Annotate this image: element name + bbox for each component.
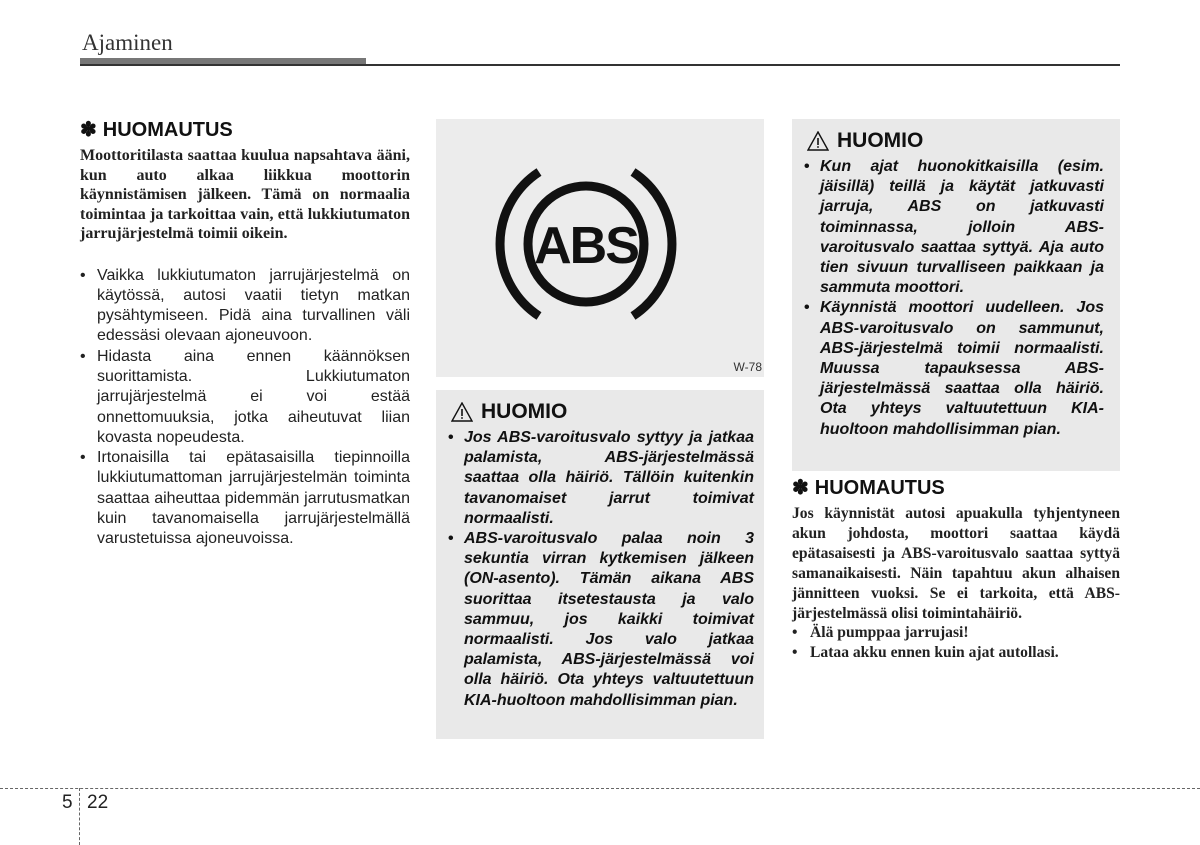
caution-list: [804, 157, 1104, 440]
note-heading: [80, 117, 410, 142]
note-title: HUOMAUTUS: [102, 119, 233, 141]
list-item: • Vaikka lukkiutumaton jarrujärjestelmä on käytössä, autosi vaatii tietyn matkan pysähtymiseen. Pidä aina turvallinen väli edessäsi olevaan ajoneuvoon.: [80, 266, 410, 347]
note-column-right: [792, 475, 1120, 663]
bullet-list: [792, 623, 1120, 663]
list-item: • Irtonaisilla tai epätasaisilla tiepinnoilla lukkiutumattoman jarrujärjestelmän toiminta saattaa aiheuttaa pidemmän jarrutusmatkan kuin tavanomaisella jarrujärjestelmällä varustetuissa ajoneuvoissa.: [80, 448, 410, 549]
warning-triangle-icon: [451, 402, 473, 422]
abs-warning-light-icon: [436, 119, 764, 377]
list-item: • Kun ajat huonokitkaisilla (esim. jäisillä) teillä ja käytät jatkuvasti jarruja, ABS on jatkuvasti toiminnassa, jolloin ABS-varoitusvalo saattaa syttyä. Aja auto tien sivuun turvalliseen paikkaan ja sammuta moottori.: [804, 157, 1104, 298]
note-star-icon: ✽: [792, 477, 809, 499]
caution-title: HUOMIO: [481, 400, 568, 423]
footer-divider: [79, 788, 80, 845]
abs-warning-figure: [436, 119, 764, 377]
list-item: • Käynnistä moottori uudelleen. Jos ABS-varoitusvalo on sammunut, ABS-järjestelmä toimii normaalisti. Muussa tapauksessa ABS-järjestelmässä saattaa olla häiriö. Ota yhteys valtuutettuun KIA-huoltoon mahdollisimman pian.: [804, 298, 1104, 439]
note-star-icon: ✽: [80, 119, 97, 141]
note-column-left: [80, 117, 410, 550]
list-item: • Älä pumppaa jarrujasi!: [792, 623, 1120, 643]
figure-code: W-78: [733, 360, 762, 374]
warning-triangle-icon: [807, 131, 829, 151]
footer-rule: [0, 788, 1200, 789]
note-title: HUOMAUTUS: [814, 477, 945, 499]
header-title: Ajaminen: [82, 30, 173, 55]
header-rule: [80, 64, 1120, 66]
caution-list: [448, 428, 754, 711]
caution-heading: [807, 129, 1120, 153]
bullet-list: [80, 266, 410, 550]
abs-label: ABS: [534, 217, 638, 275]
note-heading: [792, 475, 1120, 500]
list-item: • Hidasta aina ennen käännöksen suorittamista. Lukkiutumaton jarrujärjestelmä ei voi estää onnettomuuksia, jotka aiheutuvat liian kovasta nopeudesta.: [80, 347, 410, 448]
section-number: 5: [62, 792, 73, 813]
list-item: • ABS-varoitusvalo palaa noin 3 sekuntia virran kytkemisen jälkeen (ON-asento). Tämän aikana ABS suorittaa itsetestausta ja valo sammuu, jos kaikki toimivat normaalisti. Jos valo jatkaa palamista, ABS-järjestelmässä voi olla häiriö. Ota yhteys valtuutettuun KIA-huoltoon mahdollisimman pian.: [448, 529, 754, 711]
page-number: 22: [87, 792, 109, 813]
note-text: Moottoritilasta saattaa kuulua napsahtava ääni, kun auto alkaa liikkua moottorin käynnistämisen jälkeen. Tämä on normaalia toimintaa ja tarkoittaa vain, että lukkiutumaton jarrujärjestelmä toimii oikein.: [80, 147, 410, 242]
list-item: • Jos ABS-varoitusvalo syttyy ja jatkaa palamista, ABS-järjestelmässä saattaa olla häiriö. Tällöin kuitenkin tavanomaiset jarrut toimivat normaalisti.: [448, 428, 754, 529]
note-text: Jos käynnistät autosi apuakulla tyhjentyneen akun johdosta, moottori saattaa käydä epätasaisesti ja ABS-varoitusvalo saattaa syttyä samanaikaisesti. Näin tapahtuu akun alhaisen jännitteen vuoksi. Se ei tarkoita, että ABS-järjestelmässä olisi toimintahäiriö.: [792, 505, 1120, 622]
caution-heading: [451, 400, 764, 424]
caution-box-right: [792, 119, 1120, 471]
caution-box-left: [436, 390, 764, 739]
caution-title: HUOMIO: [837, 129, 924, 152]
list-item: • Lataa akku ennen kuin ajat autollasi.: [792, 643, 1120, 663]
